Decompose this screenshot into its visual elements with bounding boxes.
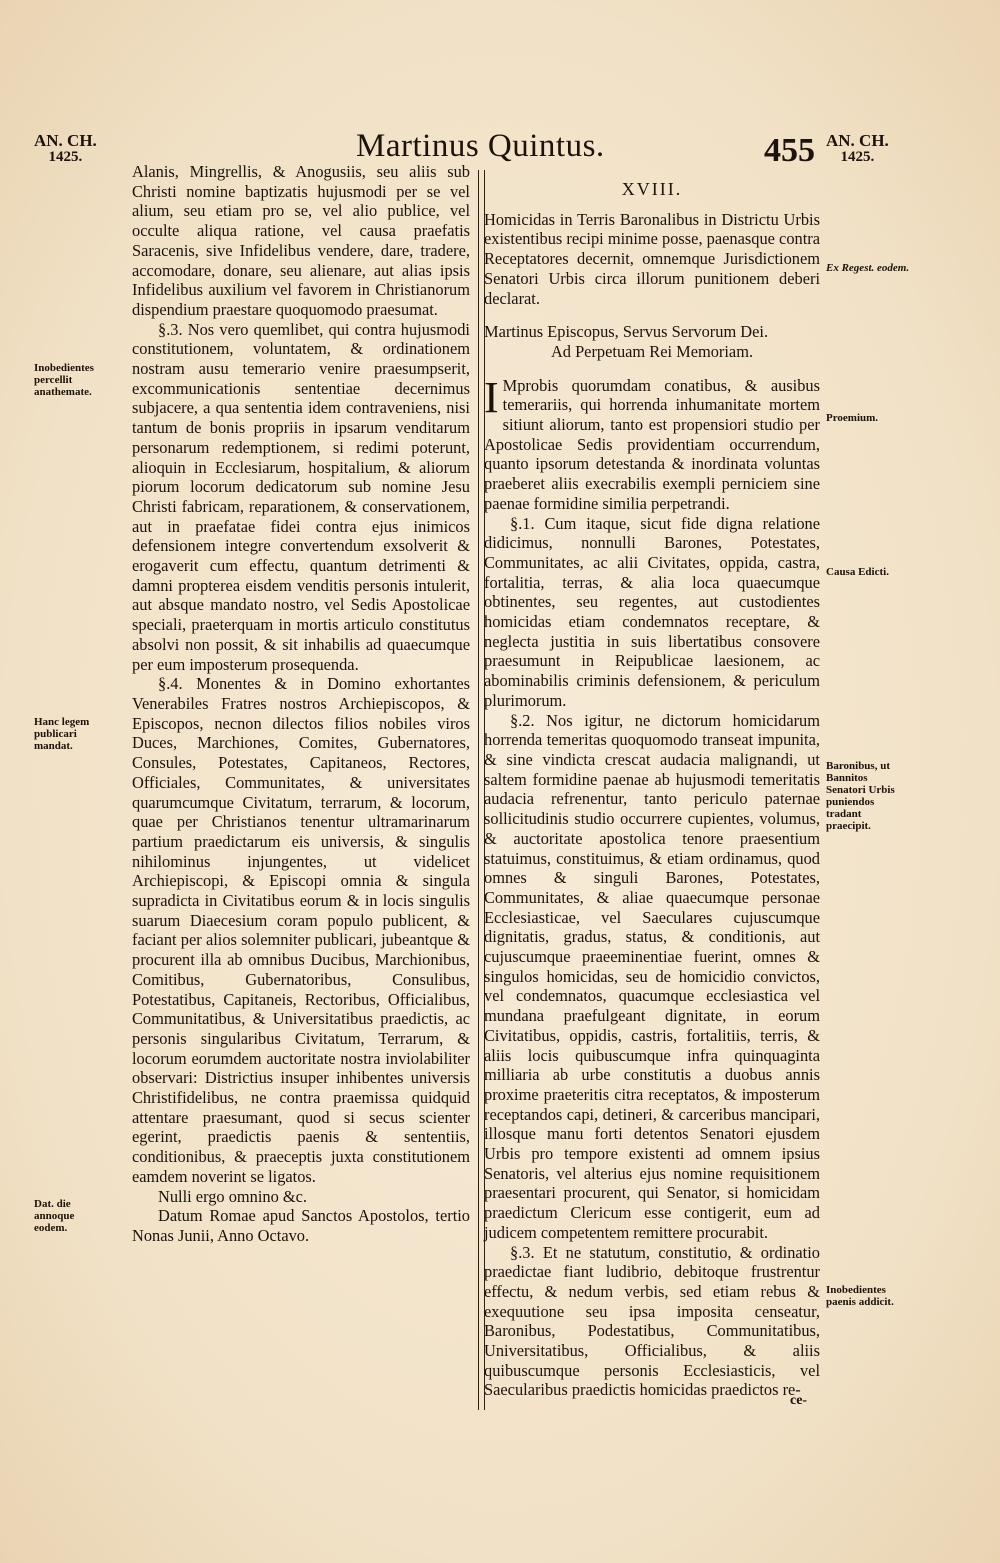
right-note-2: Proemium. [826,412,879,424]
catchword: ce- [790,1393,808,1408]
right-column [484,180,820,1400]
address-line-2: Ad Perpetuam Rei Memoriam. [550,341,754,361]
right-note-4: Baronibus, ut Bannitos Senatori Urbis puniendos tradant praecipit. [826,760,895,832]
left-note-2: Hanc legem publicari mandat. [34,716,90,752]
right-note-3: Causa Edicti. [826,566,889,578]
right-paragraph-4: §.3. Et ne statutum, constitutio, & ordinatio praedictae fiant ludibrio, debitoque frustrentur effectu, & nedum verbis, sed etiam rebus & exequutione seu ipsa imposita censeatur, Baronibus, Podestatibus, Communitatibus, Universitatibus, Officialibus, & aliis quibuscumque personis Ecclesiasticis, vel Saecularibus praedictis homicidas praedictos re- [484,1242,820,1400]
left-note-3: Dat. die annoque eodem. [34,1198,75,1234]
left-paragraph-3: §.4. Monentes & in Domino exhortantes Venerabiles Fratres nostros Archiepiscopos, & Episcopos, necnon dilectos filios nobiles viros Duces, Marchiones, Comites, Gubernatores, Consules, Potestates, Capitaneos, Rectores, Officiales, Communitates, & universitates quarumcumque Civitatum, terrarum, & locorum, quae per Christianos tenentur ultramarinarum partium praedictarum eis universis, & singulis nihilominus injungentes, ut videlicet Archiepiscopi, & Episcopi omnia & singula supradicta in Civitatibus eorum & in locis singulis suarum Diaecesium coram populo publicent, & faciant per alios solemniter publicari, jubeantque & procurent illa ab omnibus Ducibus, Marchionibus, Comitibus, Gubernatoribus, Consulibus, Potestatibus, Capitaneis, Rectoribus, Officialibus, Communitatibus, & Universitatibus praedictis, ac personis singularibus Civitatum, Terrarum, & locorum eorumdem auctoritate nostra inviolabiliter observari: Districtius insuper inhibentes universis Christifidelibus, ne contra praemissa quidquid attentare praesumant, quod si secus scienter egerint, praedictis paenis & sententiis, conditionibus, & praeceptis juxta constitutionem eamdem noverint se ligatos. [132,674,470,1186]
left-year: 1425. [48,149,83,165]
left-paragraph-1: Alanis, Mingrellis, & Anogusiis, seu aliis sub Christi nomine baptizatis hujusmodi per se vel alium, seu etiam pro se, vel alio publice, vel occulte aliqua ratione, vel causa praefatis Saracenis, sive Infidelibus vendere, dare, tradere, accomodare, donare, seu alienare, aut alias ipsis Infidelibus auxilium vel favorem in Christianorum dispendium praestare quoquomodo praesumat. [132,162,470,319]
right-an-label: AN. CH. [826,131,889,150]
right-year: 1425. [840,149,875,165]
document-summary: Homicidas in Terris Baronalibus in Districtu Urbis existentibus recipi minime posse, paenasque contra Receptatores decernit, omnemque Jurisdictionem Senatori Urbis circa illorum punitionem deberi declarat. [484,209,820,308]
document-number: XVIII. [621,179,683,199]
proemium-text: Mprobis quorumdam conatibus, & ausibus temerariis, qui horrenda inhumanitate mortem sitiunt aliorum, tanto est propensiori studio per Apostolicae Sedis providentiam occurrendum, quanto ipsorum detestanda & inordinata voluntas praeberet aliis execrabilis exempli perniciem sine paenae formidine similia perpetrandi. [484,375,820,513]
right-paragraph-2: §.1. Cum itaque, sicut fide digna relatione didicimus, nonnulli Barones, Potestates, Communitates, ac alii Civitates, oppida, castra, fortalitia, terras, & alia loca quaecumque obtinentes, seu regentes, aut custodientes homicidas etiam condemnatos receptare, & neglecta justitia in suis libertatibus consovere praesumunt in Reipublicae laesionem, ac abominabilis criminis defensionem, & periculum plurimorum. [484,513,820,710]
proemium-paragraph [484,372,820,514]
left-paragraph-2: §.3. Nos vero quemlibet, qui contra hujusmodi constitutionem, voluntatem, & ordinationem nostram ausu temerario venire praesumpserit, excommunicationis sententiae decernimus subjacere, a qua sententia idem contraveniens, nisi tantum de bonis propriis in ipsarum venditarum personarum redemptionem, si redimi poterunt, alioquin in Ecclesiarum, hospitalium, & aliorum piorum locorum dedicatorum sub nomine Jesu Christi fabricam, reparationem, & conservationem, aut in praefatae fidei contra ejus inimicos defensionem integre convertendum exsolverit & erogaverit cum effectu, quantum detrimenti & damni propterea eisdem venditis personis intulerit, aut absque mandato nostro, vel Sedis Apostolicae speciali, praeterquam in mortis articulo constitutus absolvi non possit, & sit inhabilis ad quaecumque per eum imposterum prosequenda. [132,319,470,674]
right-paragraph-3: §.2. Nos igitur, ne dictorum homicidarum horrenda temeritas quoquomodo transeat impunita, & sine vindicta crescat audacia malignandi, ut saltem formidine paenae ab hujusmodi temeritatis audacia refrenentur, tanto periculo paternae sollicitudinis studio occurrere cupientes, volumus, & auctoritate apostolica tenore praesentium statuimus, constituimus, & etiam ordinamus, quod omnes & singuli Barones, Potestates, Communitates, & aliae quaecumque personae Ecclesiasticae, vel Saeculares cujuscumque dignitatis, gradus, status, & conditionis, aut cujuscumque praeeminentiae fuerint, omnes & singulos homicidas, seu de homicidio convictos, vel condemnatos, quacumque ecclesiastica vel mundana praefulgeant dignitate, in eorum Civitatibus, oppidis, castris, fortalitiis, terris, & aliis locis quibuscumque infra quinquaginta milliaria ab urbe constitutis a duobus annis proxime praeteritis citra receptatos, & imposterum receptandos capi, detineri, & carceribus mancipari, illosque manu forti detentos Senatori ejusdem Urbis pro tempore existenti ad omnem ipsius Senatoris, vel alterius ejus nomine requisitionem praesentari procurent, qui Senator, si homicidam praedictum Clericum esse contigerit, eum ad judicem competentem remittere procurabit. [484,710,820,1242]
right-note-1: Ex Regest. eodem. [826,262,910,274]
page-title: Martinus Quintus. [356,128,605,164]
left-running-year [34,132,97,166]
left-an-label: AN. CH. [34,131,97,150]
left-column [132,162,470,1246]
left-closing-formula: Nulli ergo omnino &c. [158,1186,308,1206]
initial-letter: I [484,372,499,422]
left-dating-clause: Datum Romae apud Sanctos Apostolos, tertio Nonas Junii, Anno Octavo. [132,1206,470,1245]
address-line-1: Martinus Episcopus, Servus Servorum Dei. [484,322,769,342]
right-running-year [826,132,889,166]
page-number: 455 [764,132,815,169]
column-rule [478,170,479,1410]
left-note-1: Inobedientes percellit anathemate. [34,362,94,398]
right-note-5: Inobedientes paenis addicit. [826,1284,894,1308]
